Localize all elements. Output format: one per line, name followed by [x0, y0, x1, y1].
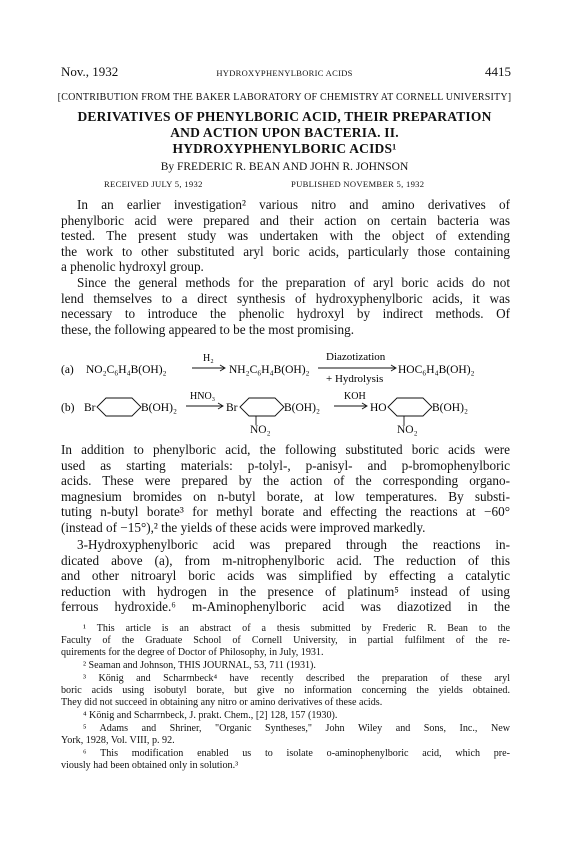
text-line: magnesium bromides on n-butyl borate, at low temperatures. By substi-: [61, 488, 510, 504]
text-line: these, the following appeared to be the most promising.: [61, 321, 354, 337]
reaction-b-boric-group-3: B(OH)₂: [432, 402, 468, 414]
paragraph-introduction: [61, 197, 510, 275]
footnote-5: [61, 723, 510, 747]
text-line: tuting n-butyl borate³ for methyl borate and effecting the reactions at −60°: [61, 504, 510, 520]
authors: By FREDERIC R. BEAN AND JOHN R. JOHNSON: [160, 161, 409, 173]
text-line: lend themselves to a direct synthesis of hydroxyphenylboric acids, it was: [61, 290, 510, 306]
article-title-line-3: HYDROXYPHENYLBORIC ACIDS¹: [172, 141, 397, 156]
text-line: In addition to phenylboric acid, the following substituted boric acids were: [61, 442, 510, 457]
footnote-line: They did not succeed in obtaining any nitro or amino derivatives of these acids.: [61, 697, 383, 709]
reaction-b-label: (b): [61, 402, 75, 414]
contribution-line: [CONTRIBUTION FROM THE BAKER LABORATORY OF CHEMISTRY AT CORNELL UNIVERSITY]: [57, 92, 512, 103]
reaction-a-intermediate: NH₂C₆H₄B(OH)₂: [229, 364, 310, 376]
footnote-2: [61, 660, 510, 672]
text-line: acids. These were prepared by the action of the corresponding organo-: [61, 473, 510, 489]
footnote-line: ⁶ This modification enabled us to isolate o-aminophenylboric acid, which pre-: [83, 748, 510, 759]
running-header-title: HYDROXYPHENYLBORIC ACIDS: [216, 68, 353, 78]
reaction-b-hydroxy: HO: [370, 402, 387, 414]
reaction-b-reagent2: KOH: [344, 391, 366, 402]
published-date: PUBLISHED NOVEMBER 5, 1932: [291, 179, 425, 189]
received-date: RECEIVED JULY 5, 1932: [104, 179, 203, 189]
footnote-line: ³ König and Scharrnbeck⁴ have recently described the preparation of these aryl: [83, 673, 510, 684]
text-line: Since the general methods for the preparation of aryl boric acids do not: [77, 275, 510, 290]
reaction-a-label: (a): [61, 364, 74, 376]
footnote-1: [61, 623, 510, 660]
footnote-3: [61, 673, 510, 710]
running-header-date: Nov., 1932: [61, 64, 119, 79]
reaction-a-product: HOC₆H₄B(OH)₂: [398, 364, 475, 376]
text-line: a phenolic hydroxyl group.: [61, 259, 204, 275]
reaction-b-bromo: Br: [84, 402, 96, 414]
footnote-line: ⁵ Adams and Shriner, "Organic Syntheses," John Wiley and Sons, Inc., New: [83, 723, 510, 734]
reaction-scheme: [0, 338, 569, 430]
footnote-line: ⁴ König and Scharrnbeck, J. prakt. Chem., [2] 128, 157 (1930).: [83, 710, 338, 721]
text-line: used as starting materials: p-tolyl-, p-anisyl- and p-bromophenylboric: [61, 457, 510, 473]
reaction-a-reagent: H₂: [203, 353, 214, 364]
text-line: In an earlier investigation² various nitro and amino derivatives of: [77, 197, 510, 212]
footnote-6: [61, 748, 510, 772]
article-title-line-2: AND ACTION UPON BACTERIA. II.: [170, 125, 399, 140]
reaction-b-bromo-2: Br: [226, 402, 238, 414]
reaction-b-boric-group-2: B(OH)₂: [284, 402, 320, 414]
paragraph-hydroxyphenylboric: [61, 537, 510, 615]
reaction-a-reagent2-bottom: + Hydrolysis: [326, 373, 384, 385]
text-line: tested. The present study was undertaken with the object of extending: [61, 228, 510, 244]
text-line: phenylboric acid were prepared and their action on certain bacteria was: [61, 212, 510, 228]
text-line: and other nitroaryl boric acids was simplified by effecting a catalytic: [61, 568, 510, 584]
article-title-line-1: DERIVATIVES OF PHENYLBORIC ACID, THEIR PREPARATION: [77, 109, 492, 124]
benzene-ring-icon: [97, 398, 141, 416]
text-line: dicated above (a), from m-nitrophenylboric acid. The reduction of this: [61, 552, 510, 568]
nitro-group-label: NO₂: [397, 424, 418, 436]
footnote-line: ² Seaman and Johnson, THIS JOURNAL, 53, 711 (1931).: [83, 660, 316, 671]
text-line: 3-Hydroxyphenylboric acid was prepared through the reactions in-: [77, 537, 510, 552]
footnote-line: quirements for the degree of Doctor of Philosophy, in July, 1931.: [61, 647, 324, 659]
reaction-a-reagent2-top: Diazotization: [326, 351, 386, 363]
footnote-line: boric acids using isobutyl borate, but give no information concerning the yields obtained.: [61, 685, 510, 697]
text-line: ferrous hydroxide.⁶ m-Aminophenylboric acid was diazotized in the: [61, 599, 510, 615]
footnote-line: ¹ This article is an abstract of a thesis submitted by Frederic R. Bean to the: [83, 623, 510, 634]
text-line: the work to other substituted aryl boric acids, particularly those containing: [61, 243, 510, 259]
benzene-ring-icon: [240, 398, 284, 416]
text-line: necessary to introduce the phenolic hydroxyl by indirect methods. Of: [61, 306, 510, 322]
paragraph-starting-materials: [61, 442, 510, 536]
text-line: (instead of −15°),² the yields of these acids were improved markedly.: [61, 519, 426, 535]
reaction-a: [61, 351, 475, 385]
footnote-4: [61, 710, 510, 722]
reaction-b-reagent: HNO₃: [190, 391, 216, 402]
reaction-b: [61, 391, 468, 425]
reaction-a-reactant: NO₂C₆H₄B(OH)₂: [86, 364, 167, 376]
reaction-b-boric-group: B(OH)₂: [141, 402, 177, 414]
benzene-ring-icon: [388, 398, 432, 416]
nitro-group-label: NO₂: [250, 424, 271, 436]
footnote-line: Faculty of the Graduate School of Cornell University, in partial fulfilment of the re-: [61, 635, 510, 647]
page-number: 4415: [485, 64, 511, 79]
text-line: reduction with hydrogen in the presence of platinum⁵ instead of using: [61, 583, 510, 599]
paragraph-methods: [61, 275, 510, 337]
footnote-line: viously had been obtained only in solution.³: [61, 760, 239, 772]
footnote-line: York, 1928, Vol. VIII, p. 92.: [61, 735, 175, 747]
